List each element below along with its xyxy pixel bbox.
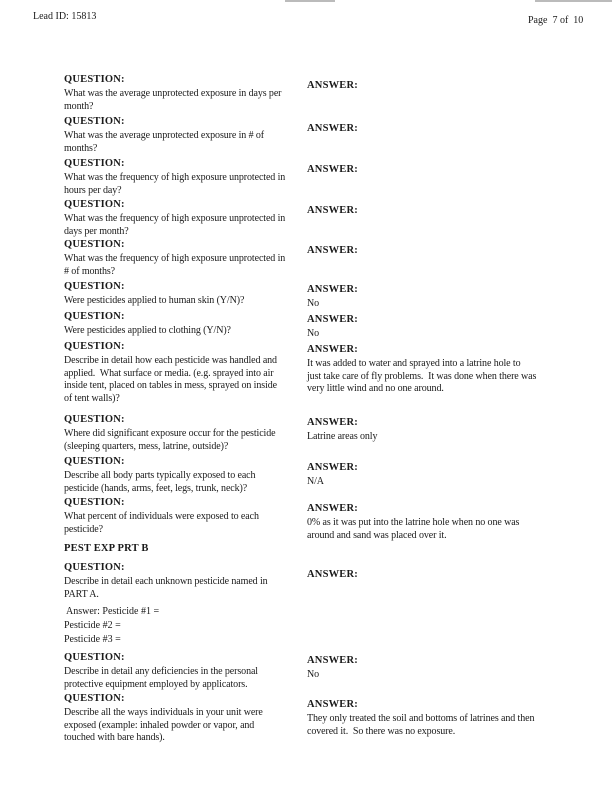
question-label: QUESTION:: [64, 652, 125, 663]
question-label: QUESTION:: [64, 341, 125, 352]
answer-label: ANSWER:: [307, 569, 358, 580]
question-label: QUESTION:: [64, 311, 125, 322]
answer-label: ANSWER:: [307, 205, 358, 216]
question-text: Were pesticides applied to human skin (Y/N)?: [64, 295, 245, 306]
lead-id: Lead ID: 15813: [33, 11, 97, 22]
question-label: QUESTION:: [64, 199, 125, 210]
answer-label: ANSWER:: [307, 164, 358, 175]
question-label: QUESTION:: [64, 281, 125, 292]
answer-label: ANSWER:: [307, 503, 358, 514]
question-label: QUESTION:: [64, 116, 125, 127]
scan-artifact: [535, 0, 612, 2]
answer-text: Latrine areas only: [307, 431, 378, 442]
question-text: What was the average unprotected exposure in # of months?: [64, 130, 265, 154]
answer-text: N/A: [307, 476, 324, 487]
answer-text: No: [307, 669, 320, 680]
answer-label: ANSWER:: [307, 655, 358, 666]
question-label: QUESTION:: [64, 158, 125, 169]
answer-label: ANSWER:: [307, 417, 358, 428]
answer-label: ANSWER:: [307, 344, 358, 355]
pesticide-line: Answer: Pesticide #1 =: [66, 606, 160, 617]
answer-text: No: [307, 328, 320, 339]
answer-text: 0% as it was put into the latrine hole when no one was around and sand was placed over it.: [307, 517, 520, 541]
question-text: Describe in detail how each pesticide was handled and applied. What surface or media. (e.g. sprayed into air inside tent, placed on tables in mess, sprayed on inside of tent walls)?: [64, 355, 277, 404]
section-heading: PEST EXP PRT B: [64, 543, 149, 554]
question-label: QUESTION:: [64, 497, 125, 508]
question-label: QUESTION:: [64, 239, 125, 250]
answer-label: ANSWER:: [307, 284, 358, 295]
question-text: Describe all the ways individuals in your unit were exposed (example: inhaled powder or vapor, and touched with bare hands).: [64, 707, 263, 743]
question-text: What was the average unprotected exposure in days per month?: [64, 88, 282, 112]
question-label: QUESTION:: [64, 74, 125, 85]
question-text: Describe in detail each unknown pesticide named in PART A.: [64, 576, 268, 600]
answer-text: It was added to water and sprayed into a latrine hole to just take care of fly problems. It was done when there was very little wind and no one around.: [307, 358, 537, 394]
answer-label: ANSWER:: [307, 80, 358, 91]
question-text: What was the frequency of high exposure unprotected in hours per day?: [64, 172, 286, 196]
answer-text: No: [307, 298, 320, 309]
answer-label: ANSWER:: [307, 462, 358, 473]
answer-label: ANSWER:: [307, 699, 358, 710]
pesticide-line: Pesticide #2 =: [64, 620, 121, 631]
question-label: QUESTION:: [64, 562, 125, 573]
question-text: What was the frequency of high exposure unprotected in # of months?: [64, 253, 286, 277]
scan-artifact: [285, 0, 335, 2]
answer-text: They only treated the soil and bottoms of latrines and then covered it. So there was no exposure.: [307, 713, 535, 737]
pesticide-line: Pesticide #3 =: [64, 634, 121, 645]
question-text: Where did significant exposure occur for the pesticide (sleeping quarters, mess, latrine, outside)?: [64, 428, 276, 452]
question-label: QUESTION:: [64, 456, 125, 467]
question-text: What was the frequency of high exposure unprotected in days per month?: [64, 213, 286, 237]
answer-label: ANSWER:: [307, 245, 358, 256]
answer-label: ANSWER:: [307, 314, 358, 325]
question-text: Describe in detail any deficiencies in the personal protective equipment employed by applicators.: [64, 666, 258, 690]
question-label: QUESTION:: [64, 414, 125, 425]
answer-label: ANSWER:: [307, 123, 358, 134]
question-text: What percent of individuals were exposed to each pesticide?: [64, 511, 259, 535]
question-text: Were pesticides applied to clothing (Y/N)?: [64, 325, 231, 336]
question-text: Describe all body parts typically exposed to each pesticide (hands, arms, feet, legs, trunk, neck)?: [64, 470, 256, 494]
page-number: Page 7 of 10: [528, 15, 584, 26]
question-label: QUESTION:: [64, 693, 125, 704]
